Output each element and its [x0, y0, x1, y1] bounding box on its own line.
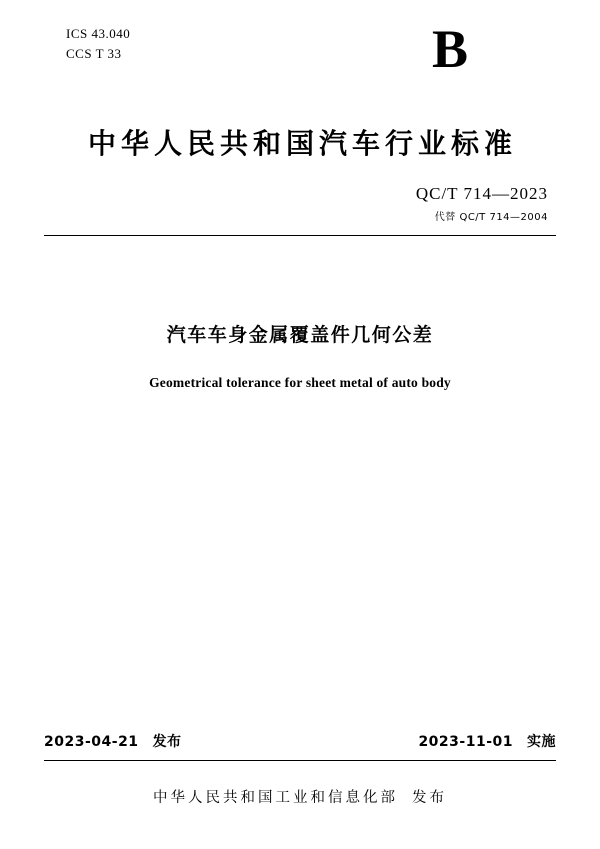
issue-date: 2023-04-21	[44, 734, 139, 750]
ics-code: ICS 43.040	[66, 26, 131, 41]
standard-title-cn: 汽车车身金属覆盖件几何公差	[166, 324, 434, 346]
effective-date-item	[418, 731, 556, 751]
standard-number-block	[44, 184, 556, 223]
cover-header	[44, 0, 556, 96]
header-divider-top	[44, 235, 556, 236]
issuer-title: 中华人民共和国汽车行业标准	[87, 127, 517, 160]
publisher-verb: 发布	[412, 790, 447, 806]
effective-label: 实施	[527, 734, 556, 750]
publisher-name: 中华人民共和国工业和信息化部	[153, 790, 398, 806]
classification-letter: B	[431, 19, 468, 79]
publisher-line	[0, 786, 600, 807]
standard-title-en: Geometrical tolerance for sheet metal of auto body	[149, 375, 451, 390]
ccs-code: CCS T 33	[66, 46, 122, 61]
issue-label: 发布	[152, 734, 182, 750]
ics-block	[66, 24, 130, 64]
standard-number: QC/T 714—2023	[415, 184, 548, 203]
standard-replaces: 代替 QC/T 714—2004	[434, 212, 548, 223]
issue-date-item	[44, 731, 182, 751]
standard-title-block	[44, 320, 556, 391]
footer-divider	[44, 760, 556, 761]
footer-dates	[44, 731, 556, 751]
effective-date: 2023-11-01	[418, 734, 513, 750]
